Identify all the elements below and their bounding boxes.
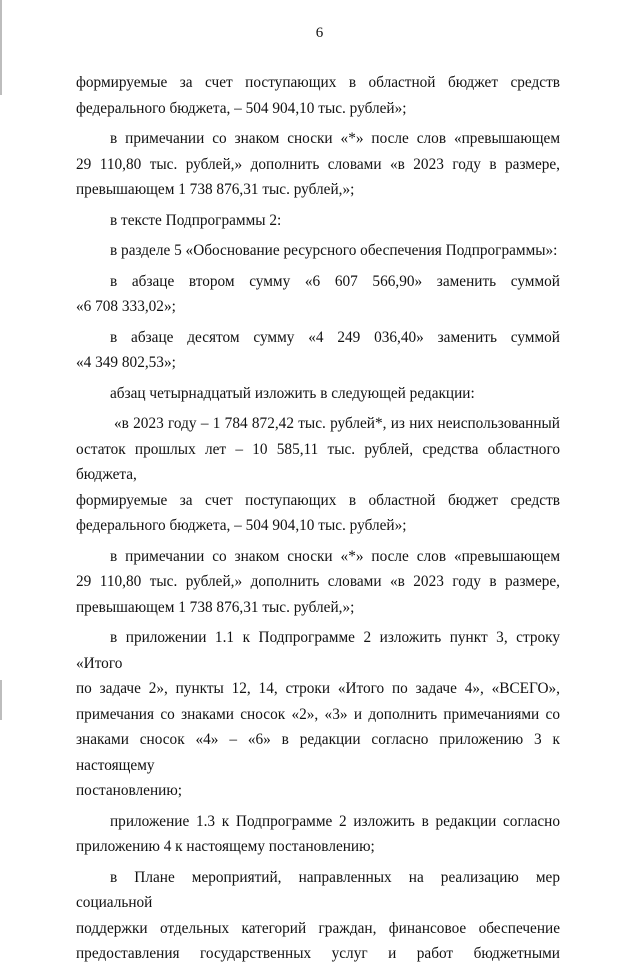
- paragraph: [76, 325, 560, 376]
- text-line: формируемые за счет поступающих в областной бюджет средств: [76, 74, 560, 91]
- page-number: 6: [315, 25, 324, 41]
- paragraph: [76, 70, 560, 121]
- text-line: «4 349 802,53»;: [76, 354, 176, 371]
- text-line: «в 2023 году – 1 784 872,42 тыс. рублей*, из них неиспользованный: [114, 415, 560, 432]
- text-line: примечания со знаками сносок «2», «3» и дополнить примечаниями со: [76, 705, 560, 723]
- text-line: знаками сносок «4» – «6» в редакции согласно приложению 3 к настоящему: [76, 731, 560, 774]
- text-line: в разделе 5 «Обоснование ресурсного обеспечения Подпрограммы»:: [110, 242, 558, 259]
- text-line: превышающем 1 738 876,31 тыс. рублей,»;: [76, 598, 355, 616]
- scan-edge-mark: [0, 0, 2, 95]
- text-line: превышающем 1 738 876,31 тыс. рублей,»;: [76, 181, 355, 198]
- text-line: формируемые за счет поступающих в областной бюджет средств: [76, 491, 560, 509]
- document-body: [76, 70, 560, 972]
- paragraph: [76, 208, 560, 234]
- text-line: предоставления государственных услуг и работ бюджетными: [76, 945, 560, 962]
- paragraph: [76, 865, 560, 967]
- scan-edge-mark: [0, 680, 2, 720]
- paragraph: [76, 411, 560, 539]
- paragraph: [76, 625, 560, 804]
- text-line: по задаче 2», пункты 12, 14, строки «Итого по задаче 4», «ВСЕГО»,: [76, 680, 560, 697]
- paragraph: [76, 269, 560, 320]
- text-line: в приложении 1.1 к Подпрограмме 2 изложить пункт 3, строку «Итого: [76, 629, 560, 672]
- paragraph: [76, 238, 560, 264]
- text-line: в абзаце десятом сумму «4 249 036,40» заменить суммой: [110, 328, 560, 346]
- text-line: в Плане мероприятий, направленных на реализацию мер социальной: [76, 868, 560, 911]
- paragraph: [76, 544, 560, 621]
- text-line: 29 110,80 тыс. рублей,» дополнить словами «в 2023 году в размере,: [76, 573, 560, 590]
- text-line: абзац четырнадцатый изложить в следующей редакции:: [110, 384, 475, 402]
- text-line: федерального бюджета, – 504 904,10 тыс. рублей»;: [76, 517, 407, 534]
- paragraph: [76, 381, 560, 407]
- paragraph: [76, 126, 560, 203]
- text-line: в примечании со знаком сноски «*» после слов «превышающем: [110, 547, 560, 565]
- paragraph: [76, 809, 560, 860]
- text-line: в абзаце втором сумму «6 607 566,90» заменить суммой: [110, 272, 560, 290]
- text-line: постановлению;: [76, 782, 182, 799]
- text-line: в примечании со знаком сноски «*» после слов «превышающем: [110, 130, 560, 147]
- text-line: остаток прошлых лет – 10 585,11 тыс. рублей, средства областного бюджета,: [76, 440, 560, 483]
- text-line: в тексте Подпрограммы 2:: [110, 211, 282, 229]
- text-line: приложению 4 к настоящему постановлению;: [76, 838, 375, 855]
- text-line: федерального бюджета, – 504 904,10 тыс. рублей»;: [76, 99, 407, 117]
- text-line: 29 110,80 тыс. рублей,» дополнить словами «в 2023 году в размере,: [76, 155, 560, 173]
- text-line: поддержки отдельных категорий граждан, финансовое обеспечение: [76, 919, 560, 937]
- text-line: «6 708 333,02»;: [76, 298, 176, 315]
- text-line: приложение 1.3 к Подпрограмме 2 изложить в редакции согласно: [110, 812, 560, 830]
